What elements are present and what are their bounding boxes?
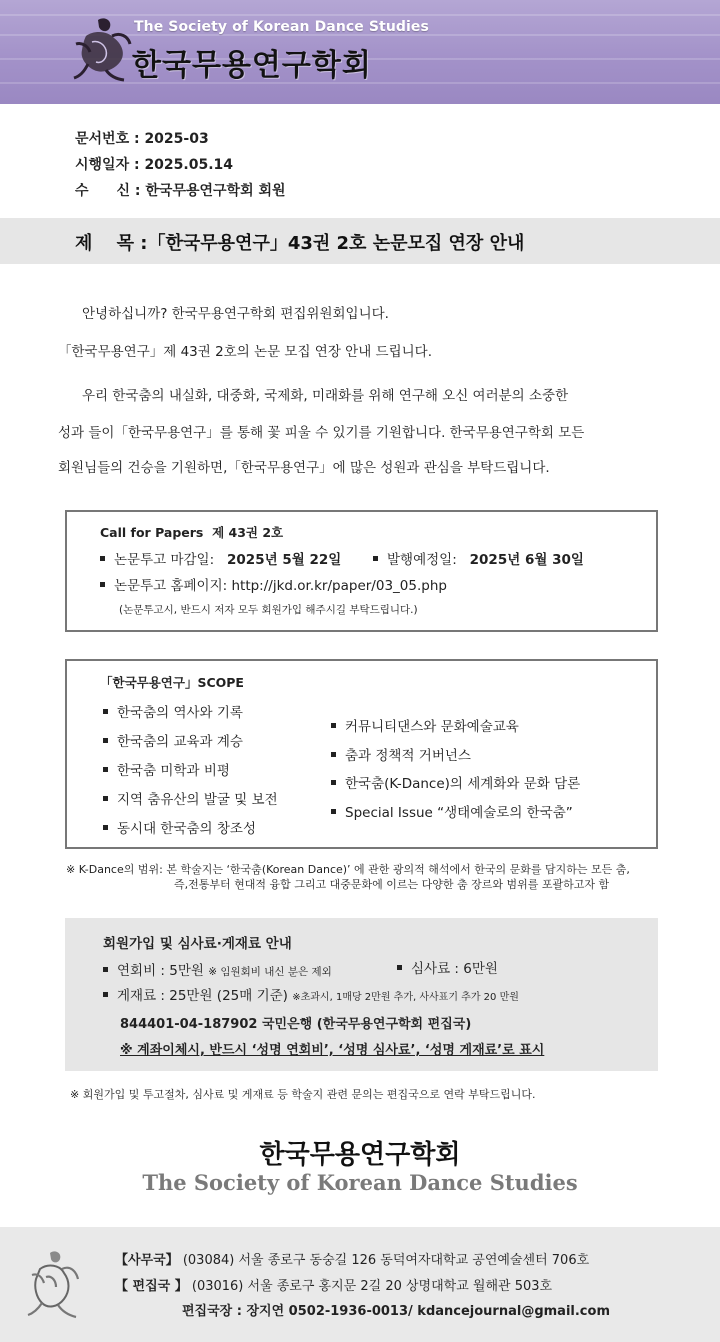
deadline-value: 2025년 5월 22일 xyxy=(227,552,342,568)
org-name-ko: 한국무용연구학회 xyxy=(259,1140,461,1170)
scope-item-label: 한국춤의 교육과 계승 xyxy=(117,734,243,750)
annual-fee-line xyxy=(103,959,332,979)
header-banner xyxy=(0,0,720,104)
bullet-icon xyxy=(103,767,108,772)
intro-paragraph: 「한국무용연구」제 43권 2호의 논문 모집 연장 안내 드립니다. xyxy=(58,344,432,360)
publish-fee-note: ※초과시, 1매당 2만원 추가, 사사표기 추가 20 만원 xyxy=(292,992,519,1003)
cfp-heading xyxy=(100,523,283,541)
call-for-papers-box xyxy=(65,510,658,632)
subject-bar xyxy=(0,218,720,264)
annual-fee: 연회비 : 5만원 xyxy=(117,963,204,979)
bullet-icon xyxy=(103,967,108,972)
recipient xyxy=(75,180,286,200)
publish-fee: 게재료 : 25만원 (25매 기준) xyxy=(117,988,288,1004)
bullet-icon xyxy=(103,709,108,714)
cfp-homepage-line xyxy=(100,574,447,594)
publish-value: 2025년 6월 30일 xyxy=(469,552,584,568)
scope-item-label: 동시대 한국춤의 창조성 xyxy=(117,821,256,837)
bullet-icon xyxy=(103,796,108,801)
scope-box xyxy=(65,659,658,849)
body-line-3: 회원님들의 건승을 기원하면,「한국무용연구」에 많은 성원과 관심을 부탁드립니다. xyxy=(58,460,550,476)
scope-item xyxy=(103,817,256,837)
subject-title: 제 목 :「한국무용연구」43권 2호 논문모집 연장 안내 xyxy=(75,233,525,254)
bullet-icon xyxy=(103,992,108,997)
header-title-en: The Society of Korean Dance Studies xyxy=(134,19,429,35)
scope-heading: 「한국무용연구」SCOPE xyxy=(100,675,244,690)
bullet-icon xyxy=(397,965,402,970)
org-name-en: The Society of Korean Dance Studies xyxy=(142,1170,578,1195)
scope-item xyxy=(103,788,278,808)
office-address-line xyxy=(115,1249,589,1268)
greeting-paragraph: 안녕하십니까? 한국무용연구학회 편집위원회입니다. xyxy=(82,306,389,322)
scope-item xyxy=(103,701,243,721)
body-line-1: 우리 한국춤의 내실화, 대중화, 국제화, 미래화를 위해 연구해 오신 여러분의 소중한 xyxy=(82,388,569,404)
review-fee-line xyxy=(397,957,498,977)
cfp-heading-ko: 제 43권 2호 xyxy=(212,525,284,540)
contact-note: ※ 회원가입 및 투고절차, 심사료 및 게재료 등 학술지 관련 문의는 편집국으로 연락 부탁드립니다. xyxy=(70,1088,536,1101)
dancer-logo-icon xyxy=(24,1247,80,1319)
deadline-label: 논문투고 마감일: xyxy=(114,552,215,568)
publish-label: 발행예정일: xyxy=(387,552,457,568)
scope-item xyxy=(331,772,580,792)
body-line-2: 성과 들이「한국무용연구」를 통해 꽃 피울 수 있기를 기원합니다. 한국무용연구학회 모든 xyxy=(58,425,585,441)
dancer-logo-icon xyxy=(68,14,132,82)
bullet-icon xyxy=(103,825,108,830)
scope-item-label: 한국춤(K-Dance)의 세계화와 문화 담론 xyxy=(345,776,581,792)
cfp-dates-line xyxy=(100,548,341,568)
footer xyxy=(0,1227,720,1342)
scope-item-label: Special Issue “생태예술로의 한국춤” xyxy=(345,805,573,821)
kdance-scope-note-line2: 즉,전통부터 현대적 융합 그리고 대중문화에 이르는 다양한 춤 장르와 범위를 포괄하고자 함 xyxy=(174,878,610,891)
scope-item xyxy=(103,759,230,779)
scope-item xyxy=(103,730,243,750)
scope-item-label: 커뮤니티댄스와 문화예술교육 xyxy=(345,719,519,735)
membership-heading: 회원가입 및 심사료·게재료 안내 xyxy=(103,936,292,952)
editor-contact: 편집국장 : 장지연 0502-1936-0013/ kdancejournal@gmail.com xyxy=(182,1304,610,1319)
editorial-address-line xyxy=(115,1275,552,1294)
editorial-address: (03016) 서울 종로구 홍지문 2길 20 상명대학교 월해관 503호 xyxy=(191,1279,553,1294)
scope-item-label: 한국춤 미학과 비평 xyxy=(117,763,230,779)
review-fee: 심사료 : 6만원 xyxy=(411,961,498,977)
transfer-note: ※ 계좌이체시, 반드시 ‘성명 연회비’, ‘성명 심사료’, ‘성명 게재료’로 표시 xyxy=(120,1043,545,1058)
office-address: (03084) 서울 종로구 동숭길 126 동덕여자대학교 공연예술센터 706호 xyxy=(182,1253,590,1268)
homepage-link[interactable]: http://jkd.or.kr/paper/03_05.php xyxy=(231,578,447,594)
scope-item-label: 한국춤의 역사와 기록 xyxy=(117,705,243,721)
bullet-icon xyxy=(331,752,336,757)
bullet-icon xyxy=(331,809,336,814)
document-number: 문서번호 : 2025-03 xyxy=(75,131,209,147)
homepage-label: 논문투고 홈페이지: xyxy=(114,578,228,594)
bullet-icon xyxy=(100,582,105,587)
scope-item xyxy=(331,715,519,735)
bullet-icon xyxy=(331,780,336,785)
issue-date: 시행일자 : 2025.05.14 xyxy=(75,157,234,173)
editorial-label: 【 편집국 】 xyxy=(115,1279,188,1294)
publish-fee-line xyxy=(103,984,519,1004)
recipient-value: 한국무용연구학회 회원 xyxy=(145,183,286,199)
scope-item xyxy=(331,801,573,821)
bullet-icon xyxy=(331,723,336,728)
cfp-heading-en: Call for Papers xyxy=(100,525,204,540)
bullet-icon xyxy=(103,738,108,743)
header-title-ko: 한국무용연구학회 xyxy=(132,48,372,83)
office-label: 【사무국】 xyxy=(115,1253,179,1268)
bullet-icon xyxy=(373,556,378,561)
cfp-note: (논문투고시, 반드시 저자 모두 회원가입 해주시길 부탁드립니다.) xyxy=(119,604,418,616)
bullet-icon xyxy=(100,556,105,561)
bank-account: 844401-04-187902 국민은행 (한국무용연구학회 편집국) xyxy=(120,1017,472,1032)
recipient-label: 수 신 : xyxy=(75,183,146,199)
annual-fee-note: ※ 임원회비 내신 분은 제외 xyxy=(208,966,332,978)
cfp-publish-line xyxy=(373,548,584,568)
membership-box xyxy=(65,918,658,1071)
scope-item-label: 지역 춤유산의 발굴 및 보전 xyxy=(117,792,278,808)
kdance-scope-note-line1: ※ K-Dance의 범위: 본 학술지는 ‘한국춤(Korean Dance)’ 에 관한 광의적 해석에서 한국의 문화를 담지하는 모든 춤, xyxy=(66,863,630,876)
scope-item xyxy=(331,744,471,764)
scope-item-label: 춤과 정책적 거버넌스 xyxy=(345,748,471,764)
